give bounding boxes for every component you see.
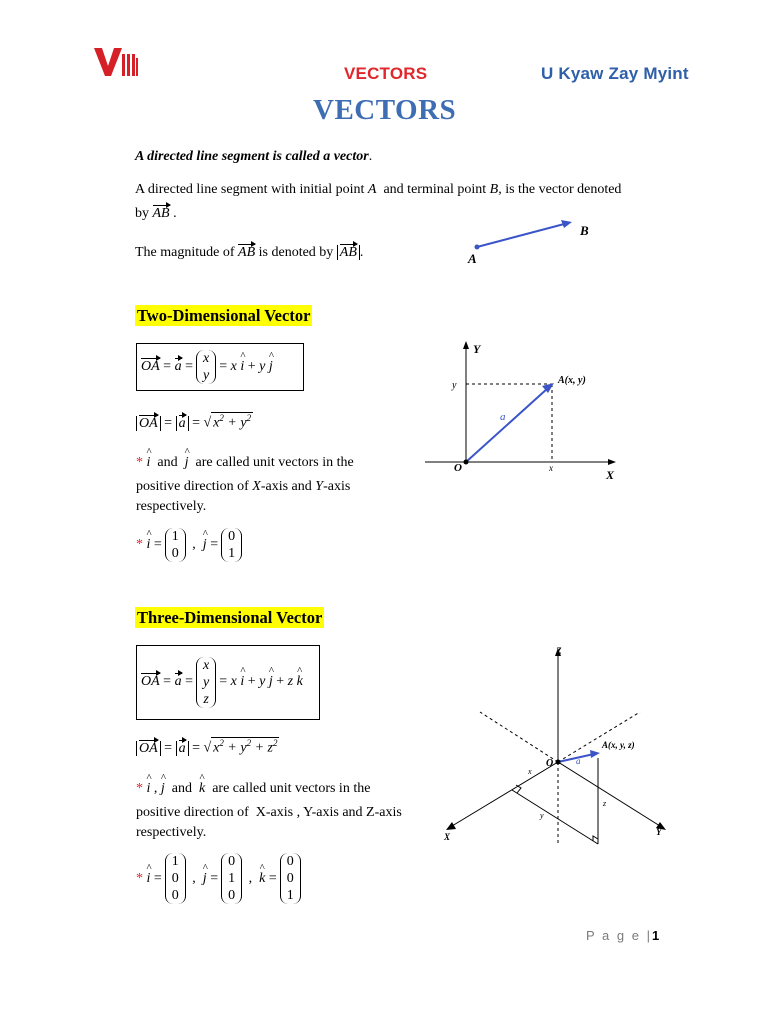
- label-z-value: z: [603, 799, 607, 808]
- header-author: U Kyaw Zay Myint: [541, 64, 689, 83]
- vector-ab-arrowhead: [561, 220, 572, 228]
- y-axis: [558, 762, 660, 826]
- label-z-axis: Z: [556, 646, 562, 656]
- origin-dot: [556, 760, 561, 765]
- label-y-value: y: [540, 811, 544, 820]
- unit-columns-2d: * ^ i = 1 0 , ^ j = 0 1: [136, 528, 245, 562]
- magnitude-2d: OA = a = √ $x^2 + y^2$: [136, 412, 253, 432]
- label-b: B: [580, 223, 589, 238]
- unit-vectors-3d-line1: * ^ i , ^ j and ^ k are called unit vectors in the: [136, 781, 370, 797]
- figure-3d-vector: [430, 640, 680, 855]
- heading-three-dimensional: Three-Dimensional Vector: [137, 608, 323, 627]
- intro-line1: A directed line segment with initial point A and terminal point B, is the vector denoted: [135, 182, 622, 197]
- x-axis-arrow: [446, 822, 456, 830]
- x-axis-neg: [558, 712, 640, 762]
- origin-dot: [464, 460, 469, 465]
- right-angle-mark-2: [516, 785, 521, 793]
- unit-vectors-2d-line3: respectively.: [136, 499, 207, 514]
- vector-ab: AB: [152, 206, 170, 221]
- logo-mark: [92, 44, 140, 80]
- x-axis-arrow: [608, 459, 616, 465]
- label-a: A: [468, 251, 477, 266]
- formula-2d: OA = a = x y = x ^ i + y ^ j: [141, 347, 273, 387]
- label-vector-a: a: [576, 756, 581, 766]
- vector-ab-line: [477, 223, 568, 247]
- page-title: VECTORS: [313, 94, 457, 126]
- unit-columns-3d: * ^ i = 1 0 0 , ^ j = 0 1 0 , ^ k = 0 0 1: [136, 853, 304, 904]
- label-vector-a: a: [500, 411, 506, 423]
- label-y-axis: Y: [656, 827, 662, 837]
- magnitude-line: The magnitude of AB is denoted by AB .: [135, 245, 364, 260]
- magnitude-3d: OA = a = √ $x^2 + y^2 + z^2$: [136, 737, 279, 757]
- page-footer: P a g e |1: [586, 928, 660, 943]
- unit-vectors-2d-line2: positive direction of X-axis and Y-axis: [136, 479, 351, 494]
- vector-oa: [466, 388, 548, 462]
- right-angle-mark-1: [593, 836, 598, 841]
- unit-vectors-2d-line1: * ^ i and ^ j are called unit vectors in the: [136, 455, 354, 471]
- point-a-dot: [475, 245, 480, 250]
- label-point-a: A(x, y, z): [602, 740, 635, 750]
- heading-two-dimensional: Two-Dimensional Vector: [137, 306, 311, 325]
- label-x-value: x: [528, 767, 532, 776]
- label-y-value: y: [452, 380, 457, 391]
- figure-2d-vector: [420, 338, 630, 500]
- definition: A directed line segment is called a vector.: [135, 149, 373, 164]
- header-title: VECTORS: [344, 64, 428, 83]
- intro-line2: by AB .: [135, 206, 177, 221]
- figure-vector-ab: [460, 215, 590, 270]
- vector-oa-arrowhead: [590, 750, 600, 758]
- formula-3d: OA = a = x y z = x ^ i + y ^ j + z ^ k: [141, 648, 303, 716]
- y-axis-arrow: [463, 341, 469, 349]
- y-axis-neg: [480, 712, 558, 762]
- unit-vectors-3d-line3: respectively.: [136, 825, 207, 840]
- label-origin: O: [454, 462, 462, 474]
- proj-x-line: [512, 790, 598, 844]
- label-y-axis: Y: [473, 342, 481, 356]
- unit-vectors-3d-line2: positive direction of X-axis , Y-axis and Z-axis: [136, 805, 402, 820]
- label-x-axis: X: [444, 832, 451, 842]
- label-origin: O: [546, 758, 554, 769]
- label-x-value: x: [549, 463, 553, 473]
- label-point-a: A(x, y): [558, 375, 586, 386]
- logo: [92, 44, 140, 80]
- label-x-axis: X: [606, 468, 615, 482]
